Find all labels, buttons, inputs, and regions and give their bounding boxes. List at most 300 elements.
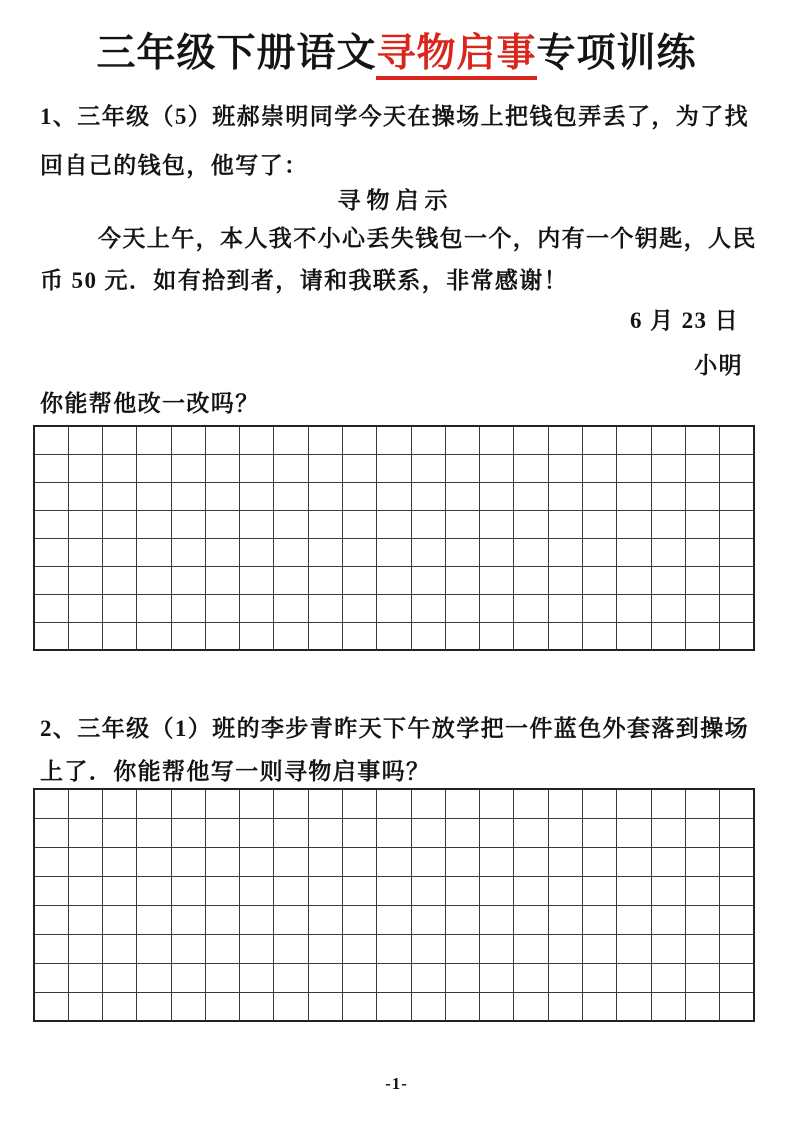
writing-cell bbox=[308, 789, 342, 818]
writing-cell bbox=[548, 992, 582, 1021]
grid-row bbox=[34, 454, 754, 482]
writing-cell bbox=[274, 876, 308, 905]
writing-cell bbox=[137, 876, 171, 905]
writing-cell bbox=[720, 482, 754, 510]
writing-cell bbox=[343, 622, 377, 650]
grid-row bbox=[34, 876, 754, 905]
page-title-prefix: 三年级下册语文 bbox=[96, 32, 377, 75]
notice-signature: 小明 bbox=[694, 353, 743, 378]
writing-cell bbox=[68, 905, 102, 934]
writing-cell bbox=[308, 622, 342, 650]
writing-cell bbox=[651, 622, 685, 650]
writing-cell bbox=[480, 847, 514, 876]
writing-cell bbox=[68, 426, 102, 454]
writing-cell bbox=[411, 963, 445, 992]
writing-cell bbox=[103, 622, 137, 650]
notice-body-line-2: 币 50 元．如有拾到者，请和我联系，非常感谢！ bbox=[40, 268, 569, 293]
writing-cell bbox=[205, 482, 239, 510]
writing-cell bbox=[583, 426, 617, 454]
writing-cell bbox=[411, 482, 445, 510]
writing-cell bbox=[68, 818, 102, 847]
writing-cell bbox=[343, 876, 377, 905]
writing-cell bbox=[274, 905, 308, 934]
grid-row bbox=[34, 510, 754, 538]
writing-cell bbox=[137, 510, 171, 538]
writing-cell bbox=[240, 847, 274, 876]
writing-cell bbox=[548, 818, 582, 847]
writing-cell bbox=[34, 789, 68, 818]
writing-cell bbox=[617, 454, 651, 482]
writing-cell bbox=[685, 876, 719, 905]
writing-cell bbox=[685, 566, 719, 594]
writing-cell bbox=[685, 818, 719, 847]
writing-cell bbox=[617, 566, 651, 594]
writing-cell bbox=[137, 934, 171, 963]
writing-cell bbox=[548, 594, 582, 622]
writing-cell bbox=[103, 847, 137, 876]
writing-cell bbox=[548, 847, 582, 876]
writing-cell bbox=[377, 454, 411, 482]
writing-cell bbox=[377, 992, 411, 1021]
writing-cell bbox=[205, 454, 239, 482]
writing-cell bbox=[171, 622, 205, 650]
writing-cell bbox=[583, 454, 617, 482]
writing-cell bbox=[137, 482, 171, 510]
writing-cell bbox=[445, 538, 479, 566]
writing-cell bbox=[137, 818, 171, 847]
writing-cell bbox=[68, 594, 102, 622]
writing-cell bbox=[343, 594, 377, 622]
writing-cell bbox=[103, 482, 137, 510]
writing-cell bbox=[480, 538, 514, 566]
writing-cell bbox=[480, 482, 514, 510]
writing-cell bbox=[34, 454, 68, 482]
writing-cell bbox=[205, 818, 239, 847]
writing-cell bbox=[205, 426, 239, 454]
writing-cell bbox=[617, 510, 651, 538]
writing-cell bbox=[274, 789, 308, 818]
writing-cell bbox=[205, 789, 239, 818]
writing-cell bbox=[720, 818, 754, 847]
writing-cell bbox=[171, 789, 205, 818]
writing-cell bbox=[205, 594, 239, 622]
writing-cell bbox=[583, 847, 617, 876]
writing-cell bbox=[240, 963, 274, 992]
writing-cell bbox=[103, 934, 137, 963]
writing-cell bbox=[240, 818, 274, 847]
writing-cell bbox=[377, 510, 411, 538]
writing-cell bbox=[480, 934, 514, 963]
writing-cell bbox=[137, 992, 171, 1021]
writing-cell bbox=[514, 538, 548, 566]
writing-cell bbox=[240, 510, 274, 538]
writing-cell bbox=[34, 876, 68, 905]
writing-cell bbox=[274, 622, 308, 650]
writing-cell bbox=[377, 426, 411, 454]
writing-cell bbox=[137, 789, 171, 818]
writing-cell bbox=[171, 538, 205, 566]
writing-cell bbox=[685, 847, 719, 876]
writing-cell bbox=[103, 905, 137, 934]
writing-cell bbox=[343, 992, 377, 1021]
question-1-prompt-line-2: 回自己的钱包，他写了： bbox=[40, 153, 309, 178]
grid-row bbox=[34, 992, 754, 1021]
writing-cell bbox=[377, 905, 411, 934]
writing-cell bbox=[720, 876, 754, 905]
writing-cell bbox=[720, 789, 754, 818]
writing-cell bbox=[68, 566, 102, 594]
page-number: -1- bbox=[385, 1074, 408, 1093]
writing-cell bbox=[308, 963, 342, 992]
writing-cell bbox=[583, 594, 617, 622]
grid-row bbox=[34, 905, 754, 934]
writing-cell bbox=[685, 934, 719, 963]
writing-cell bbox=[720, 566, 754, 594]
writing-grid-1 bbox=[33, 425, 755, 651]
writing-cell bbox=[137, 847, 171, 876]
writing-cell bbox=[583, 510, 617, 538]
writing-cell bbox=[685, 482, 719, 510]
writing-cell bbox=[617, 963, 651, 992]
writing-cell bbox=[514, 905, 548, 934]
writing-cell bbox=[240, 566, 274, 594]
writing-cell bbox=[274, 992, 308, 1021]
writing-cell bbox=[240, 905, 274, 934]
writing-cell bbox=[171, 454, 205, 482]
writing-cell bbox=[308, 992, 342, 1021]
writing-cell bbox=[274, 426, 308, 454]
writing-cell bbox=[205, 934, 239, 963]
grid-row bbox=[34, 538, 754, 566]
writing-cell bbox=[274, 538, 308, 566]
writing-cell bbox=[411, 510, 445, 538]
writing-cell bbox=[445, 992, 479, 1021]
writing-cell bbox=[583, 538, 617, 566]
writing-cell bbox=[411, 905, 445, 934]
writing-cell bbox=[205, 876, 239, 905]
writing-cell bbox=[480, 789, 514, 818]
writing-cell bbox=[240, 538, 274, 566]
writing-cell bbox=[34, 510, 68, 538]
writing-cell bbox=[720, 510, 754, 538]
writing-cell bbox=[617, 594, 651, 622]
writing-cell bbox=[651, 963, 685, 992]
writing-cell bbox=[274, 566, 308, 594]
writing-cell bbox=[103, 426, 137, 454]
writing-cell bbox=[651, 454, 685, 482]
writing-cell bbox=[103, 876, 137, 905]
writing-cell bbox=[720, 847, 754, 876]
writing-cell bbox=[308, 594, 342, 622]
writing-cell bbox=[548, 482, 582, 510]
writing-cell bbox=[617, 818, 651, 847]
writing-cell bbox=[514, 566, 548, 594]
writing-cell bbox=[171, 847, 205, 876]
writing-cell bbox=[240, 992, 274, 1021]
writing-cell bbox=[583, 876, 617, 905]
writing-cell bbox=[445, 818, 479, 847]
writing-cell bbox=[548, 789, 582, 818]
writing-cell bbox=[617, 538, 651, 566]
writing-cell bbox=[411, 426, 445, 454]
writing-cell bbox=[480, 622, 514, 650]
writing-cell bbox=[583, 905, 617, 934]
writing-cell bbox=[617, 622, 651, 650]
writing-cell bbox=[343, 905, 377, 934]
writing-cell bbox=[377, 789, 411, 818]
writing-grid-2 bbox=[33, 788, 755, 1022]
writing-cell bbox=[343, 934, 377, 963]
writing-cell bbox=[34, 566, 68, 594]
writing-cell bbox=[445, 789, 479, 818]
writing-cell bbox=[308, 566, 342, 594]
writing-cell bbox=[308, 818, 342, 847]
writing-cell bbox=[137, 963, 171, 992]
writing-cell bbox=[171, 934, 205, 963]
writing-cell bbox=[480, 510, 514, 538]
writing-cell bbox=[548, 454, 582, 482]
writing-cell bbox=[274, 963, 308, 992]
writing-cell bbox=[205, 992, 239, 1021]
writing-cell bbox=[480, 876, 514, 905]
writing-cell bbox=[343, 818, 377, 847]
writing-cell bbox=[103, 538, 137, 566]
writing-cell bbox=[583, 818, 617, 847]
writing-cell bbox=[377, 594, 411, 622]
writing-cell bbox=[240, 482, 274, 510]
writing-cell bbox=[720, 934, 754, 963]
writing-cell bbox=[514, 454, 548, 482]
writing-cell bbox=[548, 963, 582, 992]
writing-cell bbox=[34, 538, 68, 566]
writing-cell bbox=[514, 963, 548, 992]
writing-cell bbox=[343, 847, 377, 876]
writing-cell bbox=[68, 622, 102, 650]
writing-cell bbox=[514, 510, 548, 538]
writing-cell bbox=[445, 622, 479, 650]
writing-cell bbox=[480, 818, 514, 847]
writing-cell bbox=[617, 847, 651, 876]
writing-cell bbox=[68, 963, 102, 992]
writing-cell bbox=[205, 622, 239, 650]
writing-cell bbox=[205, 905, 239, 934]
writing-cell bbox=[617, 905, 651, 934]
writing-cell bbox=[583, 934, 617, 963]
writing-cell bbox=[171, 876, 205, 905]
writing-cell bbox=[308, 454, 342, 482]
writing-cell bbox=[137, 538, 171, 566]
grid-row bbox=[34, 426, 754, 454]
writing-cell bbox=[274, 934, 308, 963]
notice-body-line-1: 今天上午，本人我不小心丢失钱包一个，内有一个钥匙，人民 bbox=[98, 226, 757, 251]
writing-cell bbox=[514, 594, 548, 622]
writing-cell bbox=[651, 538, 685, 566]
writing-cell bbox=[343, 426, 377, 454]
writing-cell bbox=[651, 510, 685, 538]
writing-cell bbox=[685, 426, 719, 454]
writing-cell bbox=[514, 789, 548, 818]
writing-cell bbox=[137, 622, 171, 650]
writing-cell bbox=[377, 566, 411, 594]
writing-cell bbox=[480, 426, 514, 454]
writing-cell bbox=[651, 482, 685, 510]
writing-cell bbox=[445, 905, 479, 934]
writing-cell bbox=[617, 482, 651, 510]
writing-cell bbox=[651, 934, 685, 963]
writing-cell bbox=[103, 510, 137, 538]
writing-cell bbox=[548, 566, 582, 594]
page-title bbox=[0, 22, 793, 78]
writing-cell bbox=[137, 426, 171, 454]
writing-cell bbox=[445, 876, 479, 905]
writing-cell bbox=[240, 594, 274, 622]
grid-row bbox=[34, 963, 754, 992]
writing-cell bbox=[685, 992, 719, 1021]
writing-cell bbox=[137, 454, 171, 482]
writing-cell bbox=[548, 426, 582, 454]
writing-cell bbox=[171, 482, 205, 510]
grid-row bbox=[34, 594, 754, 622]
writing-cell bbox=[274, 594, 308, 622]
writing-cell bbox=[137, 594, 171, 622]
writing-cell bbox=[617, 426, 651, 454]
writing-cell bbox=[651, 818, 685, 847]
writing-cell bbox=[548, 510, 582, 538]
writing-cell bbox=[171, 594, 205, 622]
writing-cell bbox=[240, 454, 274, 482]
writing-cell bbox=[685, 538, 719, 566]
writing-cell bbox=[34, 426, 68, 454]
writing-cell bbox=[685, 510, 719, 538]
writing-cell bbox=[240, 789, 274, 818]
writing-cell bbox=[68, 934, 102, 963]
writing-cell bbox=[583, 992, 617, 1021]
writing-cell bbox=[445, 510, 479, 538]
writing-cell bbox=[583, 622, 617, 650]
page-title-suffix: 专项训练 bbox=[536, 32, 697, 75]
writing-cell bbox=[445, 454, 479, 482]
writing-cell bbox=[68, 876, 102, 905]
writing-cell bbox=[651, 992, 685, 1021]
writing-cell bbox=[103, 963, 137, 992]
notice-date: 6 月 23 日 bbox=[630, 308, 739, 333]
writing-cell bbox=[377, 934, 411, 963]
writing-cell bbox=[583, 789, 617, 818]
grid-row bbox=[34, 566, 754, 594]
grid-row bbox=[34, 934, 754, 963]
writing-cell bbox=[445, 482, 479, 510]
writing-cell bbox=[34, 992, 68, 1021]
writing-cell bbox=[514, 934, 548, 963]
writing-cell bbox=[34, 594, 68, 622]
writing-cell bbox=[480, 454, 514, 482]
writing-cell bbox=[445, 594, 479, 622]
writing-cell bbox=[137, 566, 171, 594]
writing-cell bbox=[514, 847, 548, 876]
writing-cell bbox=[685, 905, 719, 934]
writing-cell bbox=[411, 876, 445, 905]
writing-cell bbox=[651, 789, 685, 818]
writing-cell bbox=[240, 622, 274, 650]
writing-cell bbox=[308, 905, 342, 934]
writing-cell bbox=[548, 538, 582, 566]
writing-cell bbox=[171, 818, 205, 847]
writing-cell bbox=[651, 426, 685, 454]
writing-cell bbox=[411, 622, 445, 650]
question-1-task: 你能帮他改一改吗？ bbox=[40, 391, 260, 416]
writing-cell bbox=[274, 454, 308, 482]
writing-cell bbox=[514, 622, 548, 650]
writing-cell bbox=[171, 510, 205, 538]
writing-cell bbox=[343, 789, 377, 818]
writing-cell bbox=[548, 622, 582, 650]
writing-cell bbox=[411, 454, 445, 482]
writing-cell bbox=[343, 482, 377, 510]
writing-cell bbox=[514, 482, 548, 510]
writing-cell bbox=[308, 847, 342, 876]
writing-cell bbox=[617, 789, 651, 818]
writing-cell bbox=[68, 454, 102, 482]
writing-cell bbox=[480, 992, 514, 1021]
writing-cell bbox=[103, 594, 137, 622]
writing-cell bbox=[240, 426, 274, 454]
writing-cell bbox=[377, 538, 411, 566]
writing-cell bbox=[205, 963, 239, 992]
writing-cell bbox=[171, 905, 205, 934]
writing-cell bbox=[274, 847, 308, 876]
writing-cell bbox=[240, 934, 274, 963]
writing-cell bbox=[411, 566, 445, 594]
writing-cell bbox=[343, 566, 377, 594]
writing-cell bbox=[685, 622, 719, 650]
writing-cell bbox=[480, 594, 514, 622]
writing-cell bbox=[103, 566, 137, 594]
writing-cell bbox=[34, 622, 68, 650]
writing-cell bbox=[68, 992, 102, 1021]
writing-cell bbox=[34, 847, 68, 876]
writing-cell bbox=[377, 876, 411, 905]
writing-cell bbox=[583, 963, 617, 992]
writing-cell bbox=[343, 510, 377, 538]
page-title-highlight: 寻物启事 bbox=[376, 32, 536, 80]
writing-cell bbox=[205, 847, 239, 876]
writing-cell bbox=[377, 963, 411, 992]
writing-cell bbox=[171, 992, 205, 1021]
writing-cell bbox=[411, 789, 445, 818]
writing-cell bbox=[308, 510, 342, 538]
writing-cell bbox=[274, 482, 308, 510]
writing-cell bbox=[583, 482, 617, 510]
writing-cell bbox=[205, 566, 239, 594]
writing-cell bbox=[34, 818, 68, 847]
writing-cell bbox=[720, 538, 754, 566]
grid-row bbox=[34, 482, 754, 510]
writing-cell bbox=[377, 847, 411, 876]
writing-cell bbox=[445, 426, 479, 454]
writing-cell bbox=[583, 566, 617, 594]
writing-cell bbox=[445, 963, 479, 992]
writing-cell bbox=[308, 482, 342, 510]
grid-row bbox=[34, 847, 754, 876]
writing-cell bbox=[137, 905, 171, 934]
writing-cell bbox=[343, 963, 377, 992]
writing-cell bbox=[103, 818, 137, 847]
writing-cell bbox=[171, 566, 205, 594]
writing-cell bbox=[617, 992, 651, 1021]
writing-cell bbox=[274, 818, 308, 847]
writing-cell bbox=[651, 847, 685, 876]
writing-cell bbox=[685, 454, 719, 482]
